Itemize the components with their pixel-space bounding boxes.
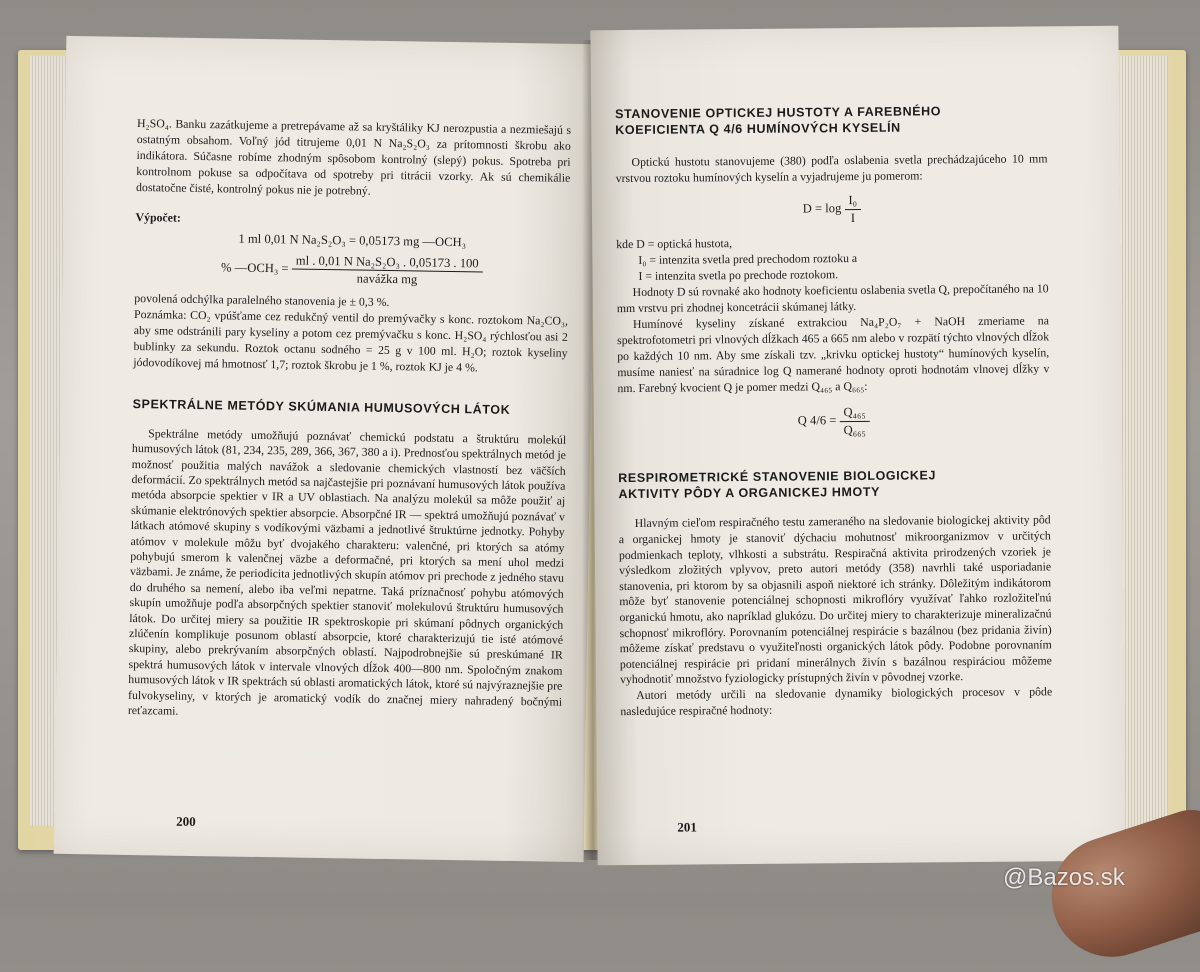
formula-d-fraction xyxy=(844,192,861,226)
respirometric-paragraph: Hlavným cieľom respiračného testu zameraného na sledovanie biologickej aktivity pôd a organickej hmoty je stanoviť dýchaciu mohutnosť mikroorganizmov v určitých podmienkach teploty, vlhkosti a substrátu. Respiračná aktivita prirodzených vzoriek je výsledkom zložitých vplyvov, preto autori metódy (358) navrhli také usporiadanie stanovenia, pri ktorom by sa objasnili aspoň niektoré ich stránky. Dôležitým indikátorom môže byť stanovenie potenciálnej schopnosti mikroflóry využívať ľahko rozložiteľnú organickú hmotu, ako napríklad glukózu. Do určitej miery to charakterizuje mineralizačnú schopnosť mikroflóry. Porovnaním potenciálnej respirácie s bazálnou (bez pridania živín) môžeme získať predstavu o využiteľnosti organických látok pôdy. Podobne porovnaním potenciálnej respirácie pri pridaní minerálnych živín s bazálnou respiráciou môžeme vyhodnotiť množstvo fyziologicky prístupných živín v pôvodnej vzorke. xyxy=(618,512,1052,687)
definition-i0: I₀ = intenzita svetla pred prechodom roztoku a xyxy=(638,251,858,268)
intro-paragraph: H₂SO₄. Banku zazátkujeme a pretrepávame až sa kryštáliky KJ nerozpustia a nezmiešajú s ostatným obsahom. Voľný jód titrujeme 0,01 N Na₂S₂O₃ za prítomnosti škrobu ako indikátora. Súčasne robíme zhodným spôsobom kontrolný (slepý) pokus. Spotreba pri kontrolnom pokuse sa odpočítava od spotreby pri titrácii vzorky. Ak sú chemikálie dostatočne čisté, kontrolný pokus nie je potrebný. xyxy=(135,116,572,198)
page-number-right: 201 xyxy=(677,819,697,835)
formula-q-left: Q 4/6 = xyxy=(797,413,837,428)
note-text: Poznámka: CO₂ vpúšťame cez redukčný ventil do premývačky s konc. roztokom Na₂CO₃, aby sme odstránili pary kyseliny a potom cez premývačku s konc. H₂SO₄ rýchlosťou asi 2 bublinky za sekundu. Roztok octanu sodného = 25 g v 100 ml. H₂O; roztok kyseliny jódovodíkovej má hmotnosť 1,7; roztok škrobu je 1 %, roztok KJ je 4 %. xyxy=(133,306,569,375)
authors-paragraph: Autori metódy určili na sledovanie dynamiky biologických procesov v pôde nasledujúce respiračné hodnoty: xyxy=(620,684,1053,718)
formula-d xyxy=(616,190,1048,228)
formula-q-numerator: Q₄₆₅ xyxy=(839,404,869,422)
coefficient-paragraph: Hodnoty D sú rovnaké ako hodnoty koeficientu oslabenia svetla Q, prepočítaného na 10 mm vrstvu pri zhodnej koncetrácii skúmanej látky. xyxy=(616,281,1049,316)
formula-2-left: % —OCH₃ = xyxy=(221,259,289,275)
definitions-list xyxy=(616,233,1048,285)
formula-2-denominator: navážka mg xyxy=(356,271,418,287)
formula-2-fraction xyxy=(291,252,482,289)
calc-label: Výpočet: xyxy=(135,209,181,225)
heading-respirometric-line-2: AKTIVITY PÔDY A ORGANICKEJ HMOTY xyxy=(618,485,881,502)
formula-q xyxy=(618,403,1050,441)
formula-2 xyxy=(135,250,569,291)
page-number-left: 200 xyxy=(176,813,196,830)
heading-optical-density-line-2: KOEFICIENTA Q 4/6 HUMÍNOVÝCH KYSELÍN xyxy=(615,120,901,138)
formula-2-numerator: ml . 0,01 N Na₂S₂O₃ . 0,05173 . 100 xyxy=(292,252,483,273)
tolerance-text: povolená odchýlka paralelného stanovenia je ± 0,3 %. xyxy=(134,290,390,309)
heading-respirometric xyxy=(618,467,1050,503)
definition-d: kde D = optická hustota, xyxy=(616,236,733,252)
heading-respirometric-line-1: RESPIROMETRICKÉ STANOVENIE BIOLOGICKEJ xyxy=(618,468,937,486)
heading-optical-density-line-1: STANOVENIE OPTICKEJ HUSTOTY A FAREBNÉHO xyxy=(615,104,942,122)
formula-1: 1 ml 0,01 N Na₂S₂O₃ = 0,05173 mg —OCH₃ xyxy=(238,231,467,250)
optical-density-paragraph: Optickú hustotu stanovujeme (380) podľa oslabenia svetla prechádzajúceho 10 mm vrstvou roztoku humínových kyselín a vyjadrujeme ju pomerom: xyxy=(615,151,1048,186)
spectral-paragraph: Spektrálne metódy umožňujú poznávať chemickú podstatu a štruktúru molekúl humusových látok (81, 234, 235, 289, 366, 367, 380 a i). Prednosťou spektrálnych metód je možnosť použitia malých navážok a sledovanie chemických vlastností bez väčších deformácií. Zo spektrálnych metód sa najčastejšie pri poznávaní humusových látok používa metóda absorpcie spektier v IR a UV oblastiach. Na analýzu molekúl sa môže použiť aj skúmanie elektrónových spektier absorpcie. Absorpčné IR — spektrá umožňujú poznávať v látkach atómové skupiny s vodíkovými väzbami a jednotlivé štruktúrne jednotky. Pohyby atómov v molekule môžu byť dvojakého charakteru: valenčné, pri ktorých sa atómy pohybujú smerom k valenčnej väzbe a deformačné, pri ktorých sa mení uhol medzi väzbami. Je známe, že periodicita jednotlivých skupín atómov pri prechode z jedného stavu do druhého sa nemení, alebo iba veľmi nepatrne. Taká príznačnosť pohybu atómových skupín umožňuje podľa absorpčných spektier stanoviť molekulovú štruktúru humusových látok. Do určitej miery sa použitie IR spektroskopie pri skúmaní pôdnych organických zlúčenín komplikuje posunom oblastí absorpcie, ktoré charakterizujú tie isté atómové skupiny, alebo prekrývaním absorpčných oblastí. Najpodrobnejšie sú preskúmané IR spektrá humusových látok v intervale vlnových dĺžok 400—800 nm. Spoločným znakom humusových látok v IR spektrách sú oblasti aromatických látok, ktoré sú najvýraznejšie pre fulvokyseliny, v ktorých je aromatický vodík do značnej miery nahradený bočnými reťazcami. xyxy=(127,426,567,718)
right-page-edges xyxy=(1120,56,1168,846)
definition-i: I = intenzita svetla po prechode roztokom. xyxy=(638,267,839,284)
watermark-text: @Bazos.sk xyxy=(1003,864,1125,891)
formula-d-denominator: I xyxy=(850,210,856,225)
formula-q-denominator: Q₆₆₅ xyxy=(843,422,866,437)
right-page xyxy=(590,26,1125,866)
formula-d-left: D = log xyxy=(802,201,842,216)
formula-q-fraction xyxy=(839,404,870,438)
formula-d-numerator: I₀ xyxy=(844,192,861,210)
section-heading-spectral: SPEKTRÁLNE METÓDY SKÚMANIA HUMUSOVÝCH LÁTOK xyxy=(132,396,511,417)
humic-acids-paragraph: Humínové kyseliny získané extrakciou Na₄P₂O₇ + NaOH zmeriame na spektrofotometri pri vlnových dĺžkach 465 a 665 nm alebo v rozpätí týchto vlnových dĺžok po každých 10 nm. Aby sme získali tzv. „krivku optickej hustoty“ humínových kyselín, musíme naniesť na súradnice log Q namerané hodnoty oproti hodnotám vlnovej dĺžky v nm. Farebný kvocient Q je pomer medzi Q₄₆₅ a Q₆₆₅: xyxy=(617,313,1050,396)
left-page xyxy=(54,36,597,862)
heading-optical-density xyxy=(615,102,1047,138)
